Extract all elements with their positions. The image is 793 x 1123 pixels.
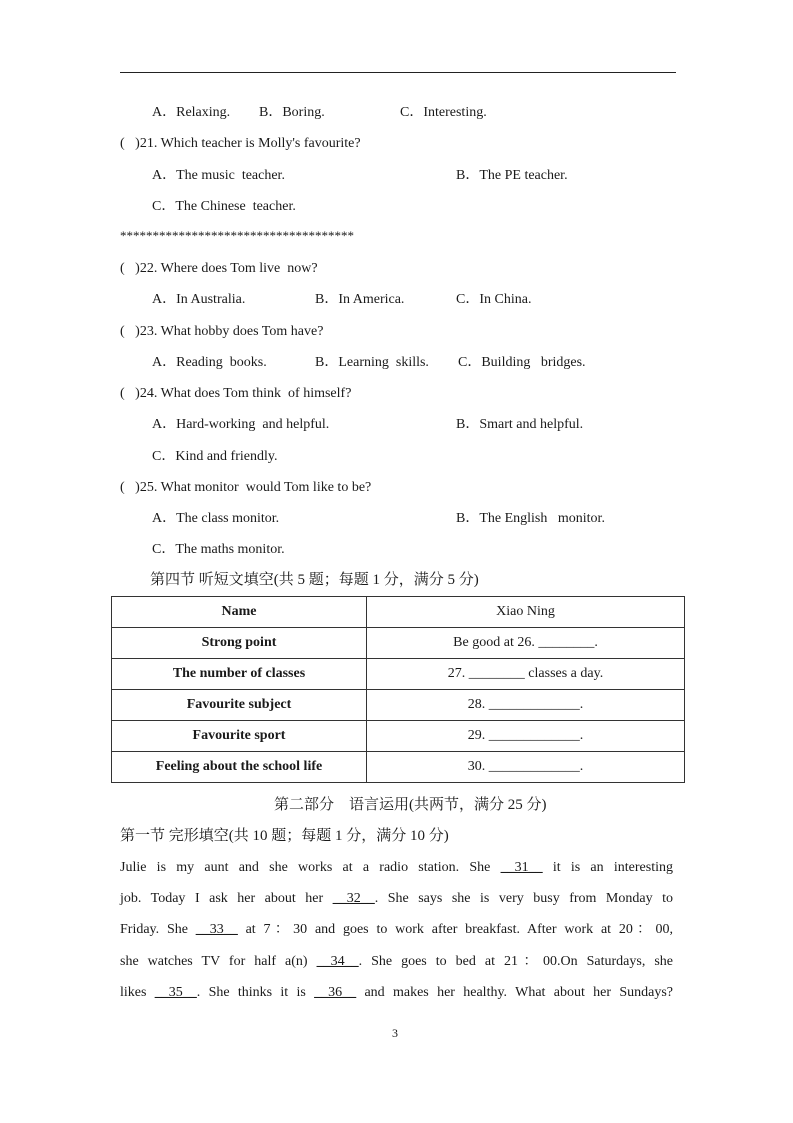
- part2-title: 第二部分 语言运用(共两节，满分 25 分): [274, 797, 547, 813]
- q21-option-c: C．The Chinese teacher.: [152, 199, 296, 214]
- q25-stem: ( )25. What monitor would Tom like to be?: [120, 480, 372, 495]
- blank-33: __33__: [195, 922, 238, 937]
- blank-35: __35__: [154, 985, 197, 1000]
- blank-36: __36__: [314, 985, 357, 1000]
- cloze-text: likes: [120, 985, 155, 1000]
- q21-stem: ( )21. Which teacher is Molly's favourite?: [120, 136, 361, 151]
- table-value: 27. ________ classes a day.: [367, 659, 685, 690]
- blank-32: __32__: [332, 891, 375, 906]
- q23-option-b: B．Learning skills.: [315, 355, 429, 370]
- blank-31: __31__: [500, 860, 543, 875]
- cloze-line-3: [120, 921, 673, 939]
- q25-option-b: B．The English monitor.: [456, 511, 605, 526]
- cloze-text: and makes her healthy. What about her Sundays?: [356, 985, 673, 1000]
- table-row: [112, 721, 685, 752]
- cloze-line-2: [120, 890, 673, 908]
- cloze-text: she watches TV for half a(n): [120, 954, 317, 969]
- q22-stem: ( )22. Where does Tom live now?: [120, 261, 318, 276]
- q24-option-b: B．Smart and helpful.: [456, 417, 584, 432]
- header-rule: [120, 72, 676, 73]
- table-value: 28. _____________.: [367, 690, 685, 721]
- table-value: Be good at 26. ________.: [367, 628, 685, 659]
- q24-option-a: A．Hard-working and helpful.: [152, 417, 330, 432]
- q22-option-c: C．In China.: [456, 292, 532, 307]
- q24-option-c: C．Kind and friendly.: [152, 449, 278, 464]
- table-label: Feeling about the school life: [112, 752, 367, 783]
- cloze-text: . She thinks it is: [196, 985, 315, 1000]
- table-row: [112, 597, 685, 628]
- q23-option-c: C．Building bridges.: [458, 355, 586, 370]
- section4-title: 第四节 听短文填空(共 5 题；每题 1 分，满分 5 分): [150, 572, 479, 588]
- q20-option-c: C．Interesting.: [400, 105, 487, 120]
- table-value: Xiao Ning: [367, 597, 685, 628]
- table-label: The number of classes: [112, 659, 367, 690]
- cloze-text: Julie is my aunt and she works at a radio station. She: [120, 860, 501, 875]
- cloze-line-4: [120, 953, 673, 971]
- q21-option-b: B．The PE teacher.: [456, 168, 568, 183]
- table-row: [112, 628, 685, 659]
- cloze-text: job. Today I ask her about her: [120, 891, 333, 906]
- blank-34: __34__: [316, 954, 359, 969]
- cloze-text: . She goes to bed at 21：00.On Saturdays, she: [358, 954, 673, 969]
- q23-option-a: A．Reading books.: [152, 355, 267, 370]
- table-row: [112, 752, 685, 783]
- cloze-text: it is an interesting: [542, 860, 673, 875]
- cloze-title: 第一节 完形填空(共 10 题；每题 1 分，满分 10 分): [120, 828, 449, 844]
- listening-table: [111, 596, 685, 783]
- cloze-line-1: [120, 859, 673, 877]
- table-label: Strong point: [112, 628, 367, 659]
- table-value: 29. _____________.: [367, 721, 685, 752]
- q25-option-a: A．The class monitor.: [152, 511, 280, 526]
- cloze-text: . She says she is very busy from Monday to: [374, 891, 673, 906]
- q20-option-b: B．Boring.: [259, 105, 325, 120]
- page-number: 3: [392, 1026, 398, 1040]
- cloze-line-5: [120, 984, 673, 1002]
- table-label: Favourite subject: [112, 690, 367, 721]
- q21-option-a: A．The music teacher.: [152, 168, 285, 183]
- table-label: Name: [112, 597, 367, 628]
- separator-stars: ************************************: [120, 228, 354, 243]
- table-value: 30. _____________.: [367, 752, 685, 783]
- q25-option-c: C．The maths monitor.: [152, 542, 285, 557]
- q24-stem: ( )24. What does Tom think of himself?: [120, 386, 352, 401]
- table-row: [112, 659, 685, 690]
- q22-option-a: A．In Australia.: [152, 292, 246, 307]
- q22-option-b: B．In America.: [315, 292, 405, 307]
- table-row: [112, 690, 685, 721]
- cloze-text: at 7：30 and goes to work after breakfast. After work at 20：00,: [237, 922, 673, 937]
- cloze-text: Friday. She: [120, 922, 196, 937]
- q20-option-a: A．Relaxing.: [152, 105, 231, 120]
- q23-stem: ( )23. What hobby does Tom have?: [120, 324, 324, 339]
- table-label: Favourite sport: [112, 721, 367, 752]
